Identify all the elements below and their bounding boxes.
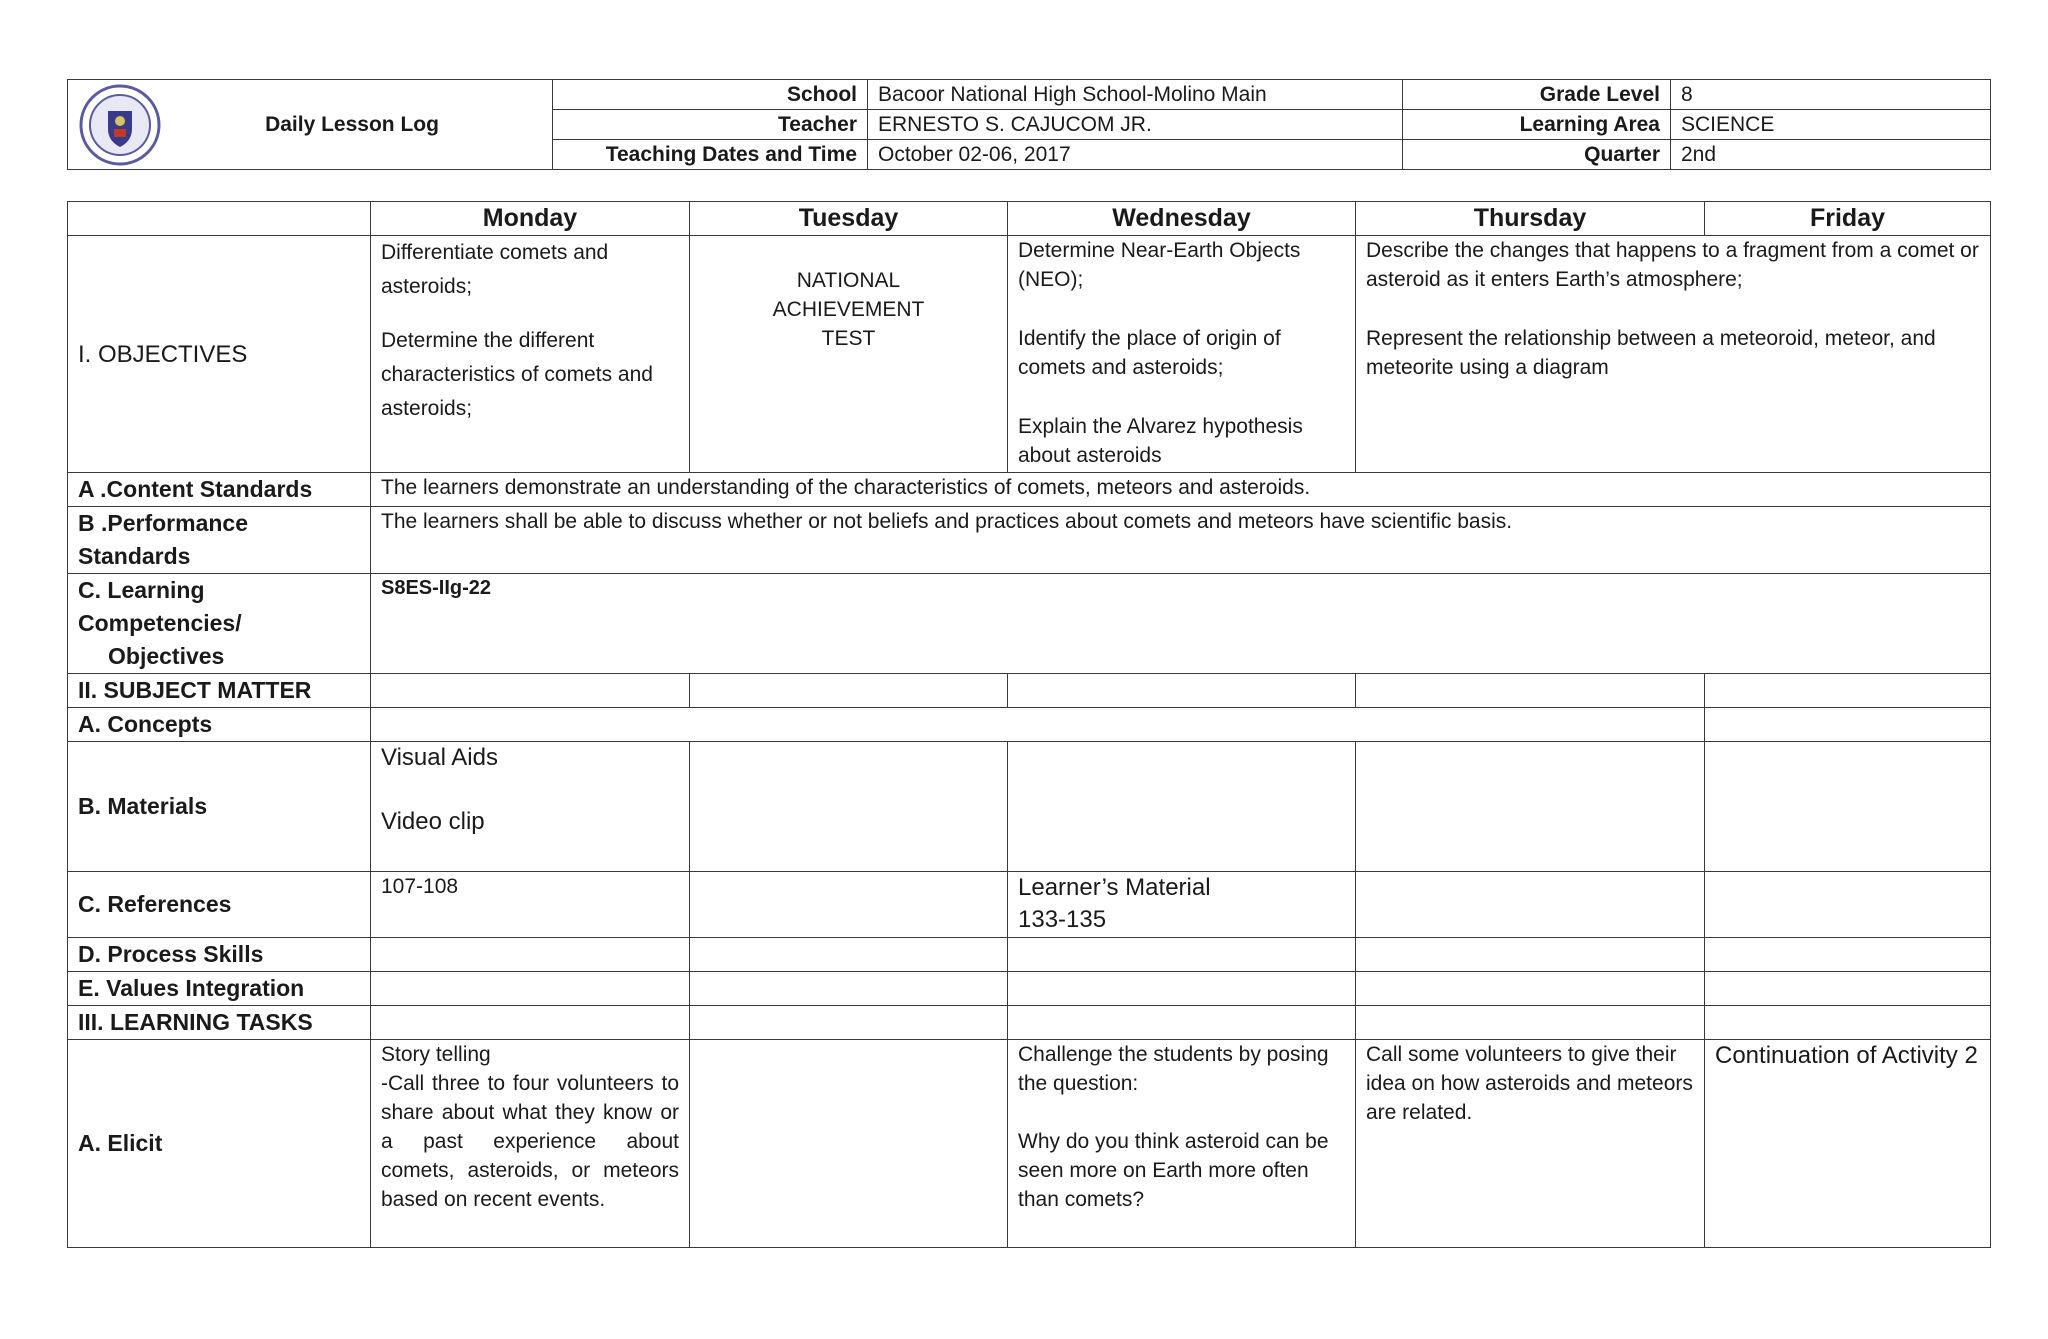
objectives-label: I. OBJECTIVES: [68, 236, 371, 473]
logo-title-cell: [68, 80, 553, 170]
objectives-tuesday: [690, 236, 1008, 473]
empty-cell: [1705, 972, 1991, 1006]
elicit-text: -Call three to four volunteers to share about what they know or a past experience about comets, asteroids, or meteors based on recent events.: [381, 1072, 679, 1211]
elicit-monday: [371, 1040, 690, 1248]
concepts-row: [68, 708, 1991, 742]
process-skills-row: [68, 938, 1991, 972]
reference-line: 133-135: [1018, 906, 1107, 933]
empty-cell: [1356, 742, 1705, 872]
subject-matter-row: [68, 674, 1991, 708]
elicit-friday: Continuation of Activity 2: [1705, 1040, 1991, 1248]
empty-cell: [1705, 872, 1991, 938]
day-thursday: Thursday: [1356, 202, 1705, 236]
nat-line: ACHIEVEMENT: [772, 298, 925, 321]
materials-row: [68, 742, 1991, 872]
day-monday: Monday: [371, 202, 690, 236]
grade-level-value: 8: [1671, 80, 1991, 110]
empty-cell: [371, 1006, 690, 1040]
competencies-label-line: Objectives: [108, 643, 225, 669]
empty-cell: [1356, 1006, 1705, 1040]
empty-cell: [690, 872, 1008, 938]
competency-code: S8ES-IIg-22: [371, 574, 1991, 674]
empty-cell: [371, 674, 690, 708]
empty-cell: [1705, 674, 1991, 708]
empty-cell: [371, 708, 1705, 742]
objective-text: Explain the Alvarez hypothesis about asteroids: [1018, 415, 1303, 467]
empty-cell: [690, 1006, 1008, 1040]
day-wednesday: Wednesday: [1008, 202, 1356, 236]
quarter-label: Quarter: [1403, 140, 1671, 170]
nat-line: TEST: [821, 327, 876, 350]
competencies-row: [68, 574, 1991, 674]
learning-area-value: SCIENCE: [1671, 110, 1991, 140]
objective-text: Represent the relationship between a meteoroid, meteor, and meteorite using a diagram: [1366, 327, 1936, 379]
competencies-label-line: C. Learning: [78, 577, 205, 603]
concepts-label: A. Concepts: [68, 708, 371, 742]
objectives-wednesday: [1008, 236, 1356, 473]
empty-cell: [1705, 708, 1991, 742]
content-standards-row: [68, 473, 1991, 507]
empty-cell: [1356, 674, 1705, 708]
learning-area-label: Learning Area: [1403, 110, 1671, 140]
references-row: [68, 872, 1991, 938]
objectives-thursday-friday: [1356, 236, 1991, 473]
performance-standards-label: B .Performance Standards: [68, 507, 371, 574]
elicit-wednesday: [1008, 1040, 1356, 1248]
objective-text: Differentiate comets and asteroids;: [381, 241, 609, 298]
materials-monday: [371, 742, 690, 872]
content-standards-text: The learners demonstrate an understanding of the characteristics of comets, meteors and asteroids.: [371, 473, 1991, 507]
empty-cell: [371, 972, 690, 1006]
references-wednesday: [1008, 872, 1356, 938]
empty-cell: [1356, 872, 1705, 938]
day-tuesday: Tuesday: [690, 202, 1008, 236]
empty-cell: [1008, 742, 1356, 872]
dates-value: October 02-06, 2017: [868, 140, 1403, 170]
competencies-label: [68, 574, 371, 674]
learning-tasks-row: [68, 1006, 1991, 1040]
corner-cell: [68, 202, 371, 236]
school-value: Bacoor National High School-Molino Main: [868, 80, 1403, 110]
values-label: E. Values Integration: [68, 972, 371, 1006]
empty-cell: [690, 674, 1008, 708]
elicit-label: A. Elicit: [68, 1040, 371, 1248]
content-standards-label: A .Content Standards: [68, 473, 371, 507]
values-row: [68, 972, 1991, 1006]
empty-cell: [690, 938, 1008, 972]
empty-cell: [1008, 674, 1356, 708]
objectives-row: [68, 236, 1991, 473]
empty-cell: [1705, 938, 1991, 972]
teacher-label: Teacher: [553, 110, 868, 140]
dates-label: Teaching Dates and Time: [553, 140, 868, 170]
empty-cell: [1356, 972, 1705, 1006]
learning-tasks-label: III. LEARNING TASKS: [68, 1006, 371, 1040]
school-label: School: [553, 80, 868, 110]
empty-cell: [1008, 938, 1356, 972]
quarter-value: 2nd: [1671, 140, 1991, 170]
materials-label: B. Materials: [68, 742, 371, 872]
empty-cell: [1705, 1006, 1991, 1040]
elicit-thursday: Call some volunteers to give their idea on how asteroids and meteors are related.: [1356, 1040, 1705, 1248]
objective-text: Identify the place of origin of comets and asteroids;: [1018, 327, 1281, 379]
references-monday: 107-108: [371, 872, 690, 938]
elicit-text: Why do you think asteroid can be seen more on Earth more often than comets?: [1018, 1130, 1329, 1211]
empty-cell: [1705, 742, 1991, 872]
objective-text: Describe the changes that happens to a fragment from a comet or asteroid as it enters Earth’s atmosphere;: [1366, 239, 1979, 291]
elicit-row: [68, 1040, 1991, 1248]
day-friday: Friday: [1705, 202, 1991, 236]
teacher-value: ERNESTO S. CAJUCOM JR.: [868, 110, 1403, 140]
header-table: [67, 79, 1991, 170]
objective-text: Determine Near-Earth Objects (NEO);: [1018, 239, 1301, 291]
material-item: Visual Aids: [381, 744, 498, 771]
performance-standards-row: [68, 507, 1991, 574]
objectives-monday: [371, 236, 690, 473]
empty-cell: [690, 972, 1008, 1006]
objective-text: Determine the different characteristics of comets and asteroids;: [381, 329, 653, 420]
empty-cell: [690, 1040, 1008, 1248]
reference-line: Learner’s Material: [1018, 874, 1211, 901]
lesson-log-table: [67, 201, 1991, 1248]
empty-cell: [1008, 1006, 1356, 1040]
subject-matter-label: II. SUBJECT MATTER: [68, 674, 371, 708]
material-item: Video clip: [381, 808, 485, 835]
competencies-label-line: Competencies/: [78, 610, 242, 636]
grade-level-label: Grade Level: [1403, 80, 1671, 110]
day-header-row: [68, 202, 1991, 236]
empty-cell: [1356, 938, 1705, 972]
elicit-title: Story telling: [381, 1043, 491, 1066]
nat-line: NATIONAL: [796, 269, 901, 292]
references-label: C. References: [68, 872, 371, 938]
empty-cell: [690, 742, 1008, 872]
empty-cell: [371, 938, 690, 972]
document-title: Daily Lesson Log: [265, 113, 439, 136]
deped-seal-icon: [78, 83, 162, 167]
empty-cell: [1008, 972, 1356, 1006]
process-skills-label: D. Process Skills: [68, 938, 371, 972]
elicit-text: Challenge the students by posing the question:: [1018, 1043, 1329, 1095]
performance-standards-text: The learners shall be able to discuss whether or not beliefs and practices about comets and meteors have scientific basis.: [371, 507, 1991, 574]
